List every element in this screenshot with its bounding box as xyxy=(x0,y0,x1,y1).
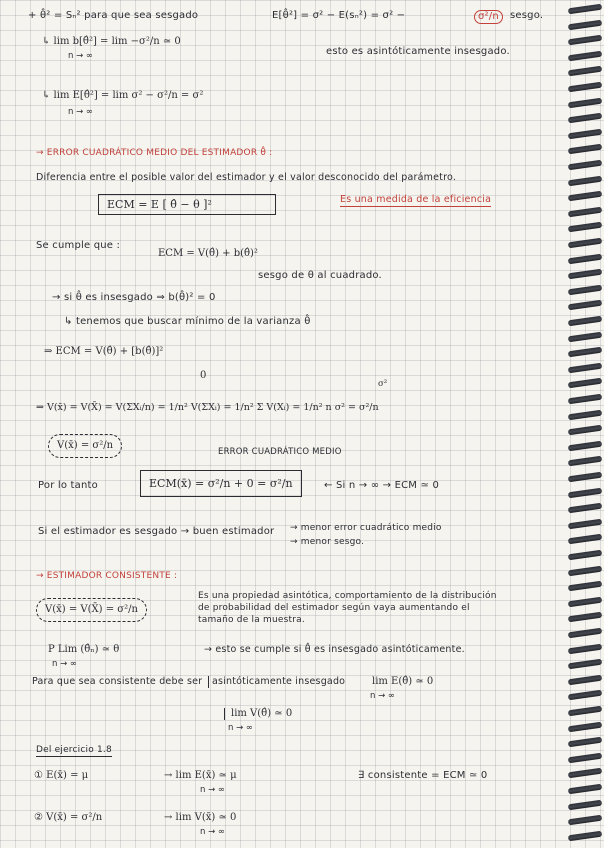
line-condition: → esto se cumple si θ̂ es insesgado asintóticamente. xyxy=(204,644,465,655)
spiral-loop xyxy=(568,550,603,561)
spiral-loop xyxy=(568,35,603,46)
spiral-loop xyxy=(568,487,603,498)
label-sesgo: sesgo. xyxy=(510,10,544,21)
spiral-loop xyxy=(568,628,603,639)
spiral-loop xyxy=(568,752,603,763)
spiral-loop xyxy=(568,191,603,202)
spiral-loop xyxy=(568,253,603,264)
spiral-loop xyxy=(568,206,603,217)
line-para-que: Para que sea consistente debe ser xyxy=(32,676,203,687)
label-ecm-arrow: ERROR CUADRÁTICO MEDIO xyxy=(218,447,342,457)
formula-variance-mean: ⇒ V(x̄) = V(X̄) = V(ΣXᵢ/n) = 1/n² V(ΣXᵢ) = 1/n² Σ V(Xᵢ) = 1/n² n σ² = σ²/n xyxy=(36,402,379,413)
formula-prob-limit: P Lim (θ̂ₙ) ≃ θ xyxy=(48,644,120,655)
example-2-variance: ② V(x̄) = σ²/n xyxy=(34,812,103,823)
spiral-loop xyxy=(568,113,603,124)
spiral-loop xyxy=(568,128,603,139)
spiral-loop xyxy=(568,659,603,670)
spiral-loop xyxy=(568,331,603,342)
spiral-loop xyxy=(568,518,603,529)
spiral-loop xyxy=(568,768,603,779)
spiral-loop xyxy=(568,799,603,810)
note-asymptotic: esto es asintóticamente insesgado. xyxy=(326,46,510,57)
spiral-loop xyxy=(568,175,603,186)
line-por-lo-tanto: Por lo tanto xyxy=(38,480,98,491)
zero-under-brace: 0 xyxy=(200,370,207,381)
circled-variance-consistente: V(x̄) = V(X̄) = σ²/n xyxy=(36,598,147,622)
spiral-loop xyxy=(568,19,603,30)
spiral-loop xyxy=(568,815,603,826)
spiral-loop xyxy=(568,674,603,685)
section-title-ejercicio: Del ejercicio 1.8 xyxy=(36,745,112,755)
spiral-loop xyxy=(568,706,603,717)
spiral-loop xyxy=(568,565,603,576)
spiral-loop xyxy=(568,456,603,467)
spiral-loop xyxy=(568,362,603,373)
spiral-loop xyxy=(568,830,603,841)
line-unbiased: → si θ̂ es insesgado ⇒ b(θ̂)² = 0 xyxy=(52,292,216,303)
spiral-loop xyxy=(568,643,603,654)
spiral-loop xyxy=(568,721,603,732)
formula-box-ecm-mean: ECM(x̄) = σ²/n + 0 = σ²/n xyxy=(140,470,302,497)
spiral-loop xyxy=(568,378,603,389)
spiral-loop xyxy=(568,394,603,405)
line-limit-bias: ↳ lim b[θ̂²] = lim −σ²/n ≃ 0 xyxy=(42,36,181,47)
line-definition: Diferencia entre el posible valor del estimador y el valor desconocido del parámetro. xyxy=(36,172,457,183)
example-2-limit: → lim V(x̄) ≃ 0 xyxy=(164,812,237,823)
spiral-loop xyxy=(568,425,603,436)
spiral-loop xyxy=(568,238,603,249)
formula-lim-expectation: lim E(θ̂) ≃ 0 xyxy=(372,676,434,687)
line-expectation: E[θ̂²] = σ² − E(sₙ²) = σ² − xyxy=(272,10,406,21)
sigma-sq-above: σ² xyxy=(378,379,388,389)
line-property-3: tamaño de la muestra. xyxy=(198,615,305,625)
spiral-loop xyxy=(568,690,603,701)
line-menor-sesgo: → menor sesgo. xyxy=(290,537,365,547)
line-se-cumple: Se cumple que : xyxy=(36,240,121,251)
limit-subscript-7: n → ∞ xyxy=(200,827,225,837)
line-menor-ecm: → menor error cuadrático medio xyxy=(290,523,442,533)
spiral-loop xyxy=(568,82,603,93)
spiral-loop xyxy=(568,503,603,514)
spiral-loop xyxy=(568,160,603,171)
spiral-loop xyxy=(568,222,603,233)
section-title-consistente: → ESTIMADOR CONSISTENTE : xyxy=(36,571,178,581)
spiral-loop xyxy=(568,596,603,607)
spiral-loop xyxy=(568,347,603,358)
line-min-variance: ↳ tenemos que buscar mínimo de la varianza θ̂ xyxy=(64,316,311,327)
spiral-binding-icon xyxy=(566,0,604,848)
line-property-1: Es una propiedad asintótica, comportamiento de la distribución xyxy=(198,591,497,601)
spiral-loop xyxy=(568,50,603,61)
spiral-loop xyxy=(568,4,603,15)
example-1-expectation: ① E(x̄) = μ xyxy=(34,770,89,781)
spiral-loop xyxy=(568,409,603,420)
example-1-consistent: ∃ consistente = ECM ≃ 0 xyxy=(358,770,488,781)
spiral-loop xyxy=(568,97,603,108)
circled-bias: σ²/n xyxy=(474,10,503,24)
formula-box-ecm: ECM = E [ θ̂ − θ ]² xyxy=(98,194,276,215)
limit-subscript-3: n → ∞ xyxy=(52,659,77,669)
spiral-loop xyxy=(568,300,603,311)
line-sesgado-estimador: Si el estimador es sesgado → buen estimador xyxy=(38,526,275,537)
circled-variance-result: V(x̄) = σ²/n xyxy=(48,434,122,458)
spiral-loop xyxy=(568,316,603,327)
spiral-loop xyxy=(568,269,603,280)
limit-subscript: n → ∞ xyxy=(68,51,93,61)
spiral-loop xyxy=(568,581,603,592)
spiral-loop xyxy=(568,737,603,748)
line-sesgado: + θ̂² = Sₙ² para que sea sesgado xyxy=(28,10,199,21)
note-squared-bias: sesgo de θ al cuadrado. xyxy=(258,270,382,281)
example-1-limit: → lim E(x̄) ≃ μ xyxy=(164,770,237,781)
spiral-loop xyxy=(568,440,603,451)
line-property-2: de probabilidad del estimador según vaya aumentando el xyxy=(198,603,470,613)
limit-subscript-2: n → ∞ xyxy=(68,107,93,117)
spiral-loop xyxy=(568,284,603,295)
limit-subscript-5: n → ∞ xyxy=(228,723,253,733)
section-title-ecm: → ERROR CUADRÁTICO MEDIO DEL ESTIMADOR θ̂ : xyxy=(36,148,273,158)
spiral-loop xyxy=(568,472,603,483)
line-asintoticamente: asintóticamente insesgado xyxy=(208,676,345,688)
note-efficiency: Es una medida de la eficiencia xyxy=(340,194,492,205)
formula-ecm-variance: ⇒ ECM = V(θ̂) + [b(θ̂)]² xyxy=(44,346,164,357)
limit-subscript-6: n → ∞ xyxy=(200,785,225,795)
line-limit-ecm: ← Si n → ∞ → ECM ≃ 0 xyxy=(324,480,440,491)
spiral-loop xyxy=(568,612,603,623)
formula-ecm-decomposition: ECM = V(θ̂) + b(θ̂)² xyxy=(158,248,258,259)
formula-lim-variance: lim V(θ̂) ≃ 0 xyxy=(224,708,292,720)
spiral-loop xyxy=(568,66,603,77)
limit-subscript-4: n → ∞ xyxy=(370,691,395,701)
spiral-loop xyxy=(568,144,603,155)
line-limit-expectation: ↳ lim E[θ̂²] = lim σ² − σ²/n = σ² xyxy=(42,90,204,101)
spiral-loop xyxy=(568,784,603,795)
spiral-loop xyxy=(568,534,603,545)
